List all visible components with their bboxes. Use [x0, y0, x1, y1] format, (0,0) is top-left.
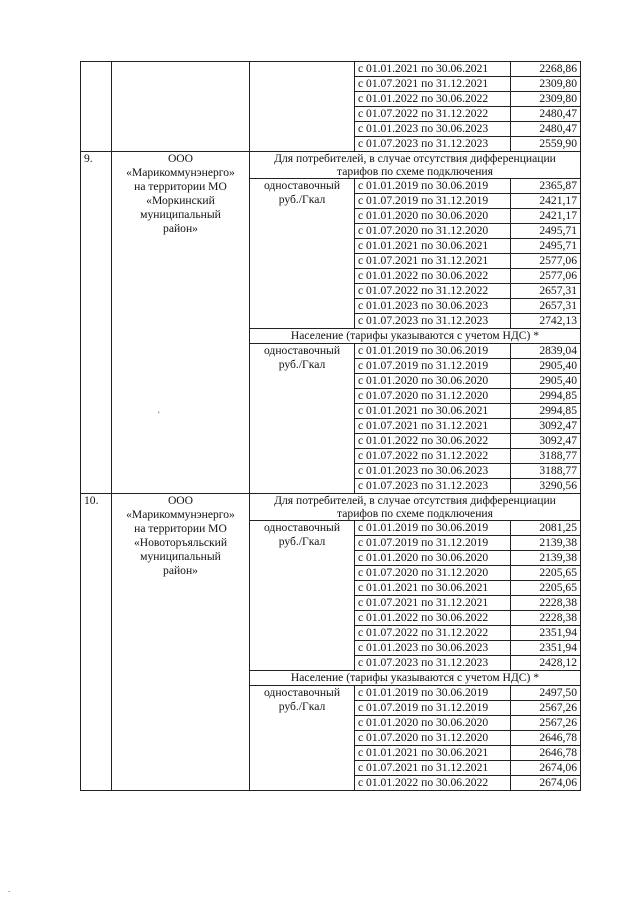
tariff-unit-line: руб./Гкал: [278, 358, 326, 371]
tariff-period-cell: с 01.01.2022 по 30.06.2022: [355, 434, 511, 449]
tariff-value-cell: 2480,47: [511, 122, 581, 137]
tariff-period-cell: с 01.01.2023 по 30.06.2023: [355, 641, 511, 656]
tariff-unit-line: одноставочный: [263, 179, 341, 192]
tariff-period-cell: с 01.07.2019 по 31.12.2019: [355, 194, 511, 209]
tariff-period-cell: с 01.01.2019 по 30.06.2019: [355, 344, 511, 359]
tariff-value-cell: 3092,47: [511, 419, 581, 434]
tariff-period-cell: с 01.01.2019 по 30.06.2019: [355, 521, 511, 536]
tariff-value-cell: 3188,77: [511, 464, 581, 479]
tariff-value-cell: 2657,31: [511, 299, 581, 314]
tariff-value-cell: 2559,90: [511, 137, 581, 152]
row-number-cell: [81, 62, 112, 152]
tariff-period-cell: с 01.07.2022 по 31.12.2022: [355, 284, 511, 299]
tariff-period-cell: с 01.01.2020 по 30.06.2020: [355, 374, 511, 389]
tariff-unit-line: руб./Гкал: [278, 700, 326, 713]
organization-cell: [112, 152, 250, 494]
tariff-value-cell: 2577,06: [511, 254, 581, 269]
tariff-value-cell: 2205,65: [511, 581, 581, 596]
row-number-cell: 9.: [81, 152, 112, 494]
tariff-period-cell: с 01.07.2021 по 31.12.2021: [355, 77, 511, 92]
consumer-category-header: Для потребителей, в случае отсутствия дифференциации тарифов по схеме подключения: [250, 152, 581, 179]
tariff-period-cell: с 01.07.2019 по 31.12.2019: [355, 359, 511, 374]
tariff-value-cell: 2567,26: [511, 701, 581, 716]
tariff-period-cell: с 01.01.2020 по 30.06.2020: [355, 209, 511, 224]
organization-name-line: на территории МО: [134, 180, 227, 193]
tariff-period-cell: с 01.07.2021 по 31.12.2021: [355, 761, 511, 776]
tariff-period-cell: с 01.07.2021 по 31.12.2021: [355, 596, 511, 611]
tariff-period-cell: с 01.01.2022 по 30.06.2022: [355, 776, 511, 791]
tariff-section-header-row: [81, 494, 581, 521]
tariff-value-cell: 2905,40: [511, 359, 581, 374]
consumer-category-header: Население (тарифы указываются с учетом НДС) *: [250, 671, 581, 686]
tariff-unit-cell: [250, 62, 355, 152]
tariff-period-cell: с 01.01.2019 по 30.06.2019: [355, 179, 511, 194]
row-number-cell: 10.: [81, 494, 112, 791]
organization-name-line: «Новоторъяльский: [133, 536, 228, 549]
tariff-period-cell: с 01.01.2021 по 30.06.2021: [355, 746, 511, 761]
tariff-period-cell: с 01.07.2023 по 31.12.2023: [355, 479, 511, 494]
tariff-period-cell: с 01.07.2022 по 31.12.2022: [355, 626, 511, 641]
consumer-category-header: Для потребителей, в случае отсутствия дифференциации тарифов по схеме подключения: [250, 494, 581, 521]
tariff-value-cell: 2428,12: [511, 656, 581, 671]
tariff-period-cell: с 01.01.2021 по 30.06.2021: [355, 581, 511, 596]
tariff-value-cell: 2139,38: [511, 536, 581, 551]
tariff-value-cell: 2495,71: [511, 224, 581, 239]
tariff-period-cell: с 01.07.2020 по 31.12.2020: [355, 566, 511, 581]
organization-name-line: «Марикоммунэнерго»: [126, 166, 235, 179]
organization-name-line: ООО: [167, 152, 194, 165]
tariff-period-cell: с 01.01.2022 по 30.06.2022: [355, 92, 511, 107]
margin-speck: ': [158, 410, 160, 420]
tariff-value-cell: 3290,56: [511, 479, 581, 494]
tariff-period-cell: с 01.01.2021 по 30.06.2021: [355, 62, 511, 77]
tariff-unit-line: руб./Гкал: [278, 535, 326, 548]
tariff-value-cell: 2421,17: [511, 194, 581, 209]
tariff-period-cell: с 01.01.2022 по 30.06.2022: [355, 611, 511, 626]
tariff-unit-line: руб./Гкал: [278, 193, 326, 206]
tariff-unit-cell: [250, 344, 355, 494]
tariff-row: [81, 62, 581, 77]
organization-name-line: «Марикоммунэнерго»: [126, 508, 235, 521]
tariff-value-cell: 2351,94: [511, 641, 581, 656]
tariff-period-cell: с 01.07.2021 по 31.12.2021: [355, 254, 511, 269]
tariff-period-cell: с 01.07.2020 по 31.12.2020: [355, 731, 511, 746]
margin-speck: .: [8, 884, 11, 894]
organization-cell: [112, 62, 250, 152]
tariff-value-cell: 2228,38: [511, 611, 581, 626]
tariff-value-cell: 2994,85: [511, 389, 581, 404]
tariff-value-cell: 2495,71: [511, 239, 581, 254]
tariff-table-body: [81, 62, 581, 791]
tariff-value-cell: 2742,13: [511, 314, 581, 329]
tariff-value-cell: 2646,78: [511, 731, 581, 746]
organization-name-line: муниципальный: [140, 550, 221, 563]
tariff-period-cell: с 01.07.2021 по 31.12.2021: [355, 419, 511, 434]
tariff-period-cell: с 01.07.2022 по 31.12.2022: [355, 449, 511, 464]
tariff-value-cell: 2205,65: [511, 566, 581, 581]
tariff-value-cell: 3092,47: [511, 434, 581, 449]
tariff-value-cell: 2994,85: [511, 404, 581, 419]
tariff-value-cell: 2228,38: [511, 596, 581, 611]
tariff-value-cell: 2839,04: [511, 344, 581, 359]
tariff-period-cell: с 01.07.2022 по 31.12.2022: [355, 107, 511, 122]
tariff-period-cell: с 01.07.2020 по 31.12.2020: [355, 389, 511, 404]
tariff-value-cell: 2139,38: [511, 551, 581, 566]
tariff-period-cell: с 01.01.2023 по 30.06.2023: [355, 122, 511, 137]
organization-name-line: район»: [163, 222, 198, 235]
tariff-period-cell: с 01.07.2023 по 31.12.2023: [355, 314, 511, 329]
tariff-table: [80, 61, 581, 791]
tariff-period-cell: с 01.01.2020 по 30.06.2020: [355, 716, 511, 731]
tariff-period-cell: с 01.01.2021 по 30.06.2021: [355, 239, 511, 254]
organization-name-line: на территории МО: [134, 522, 227, 535]
tariff-value-cell: 2657,31: [511, 284, 581, 299]
organization-name-line: «Моркинский: [146, 194, 215, 207]
tariff-value-cell: 2674,06: [511, 776, 581, 791]
tariff-value-cell: 2309,80: [511, 92, 581, 107]
tariff-value-cell: 2309,80: [511, 77, 581, 92]
tariff-period-cell: с 01.07.2023 по 31.12.2023: [355, 137, 511, 152]
tariff-value-cell: 2905,40: [511, 374, 581, 389]
tariff-unit-line: одноставочный: [263, 344, 341, 357]
tariff-section-header-row: [81, 152, 581, 179]
tariff-value-cell: 2646,78: [511, 746, 581, 761]
tariff-value-cell: 2421,17: [511, 209, 581, 224]
tariff-value-cell: 2674,06: [511, 761, 581, 776]
tariff-value-cell: 2567,26: [511, 716, 581, 731]
organization-cell: [112, 494, 250, 791]
tariff-unit-cell: [250, 686, 355, 791]
tariff-unit-line: одноставочный: [263, 521, 341, 534]
tariff-period-cell: с 01.07.2019 по 31.12.2019: [355, 536, 511, 551]
tariff-period-cell: с 01.01.2023 по 30.06.2023: [355, 464, 511, 479]
tariff-value-cell: 2081,25: [511, 521, 581, 536]
tariff-value-cell: 2480,47: [511, 107, 581, 122]
tariff-unit-cell: [250, 179, 355, 329]
tariff-period-cell: с 01.07.2020 по 31.12.2020: [355, 224, 511, 239]
tariff-period-cell: с 01.01.2019 по 30.06.2019: [355, 686, 511, 701]
tariff-value-cell: 2577,06: [511, 269, 581, 284]
organization-name-line: муниципальный: [140, 208, 221, 221]
tariff-period-cell: с 01.01.2023 по 30.06.2023: [355, 299, 511, 314]
tariff-period-cell: с 01.01.2020 по 30.06.2020: [355, 551, 511, 566]
organization-name-line: район»: [163, 564, 198, 577]
organization-name-line: ООО: [167, 494, 194, 507]
tariff-value-cell: 2268,86: [511, 62, 581, 77]
tariff-period-cell: с 01.01.2022 по 30.06.2022: [355, 269, 511, 284]
tariff-period-cell: с 01.07.2019 по 31.12.2019: [355, 701, 511, 716]
tariff-value-cell: 2365,87: [511, 179, 581, 194]
tariff-unit-cell: [250, 521, 355, 671]
tariff-period-cell: с 01.07.2023 по 31.12.2023: [355, 656, 511, 671]
consumer-category-header: Население (тарифы указываются с учетом НДС) *: [250, 329, 581, 344]
tariff-value-cell: 3188,77: [511, 449, 581, 464]
tariff-unit-line: одноставочный: [263, 686, 341, 699]
tariff-value-cell: 2497,50: [511, 686, 581, 701]
tariff-period-cell: с 01.01.2021 по 30.06.2021: [355, 404, 511, 419]
tariff-value-cell: 2351,94: [511, 626, 581, 641]
